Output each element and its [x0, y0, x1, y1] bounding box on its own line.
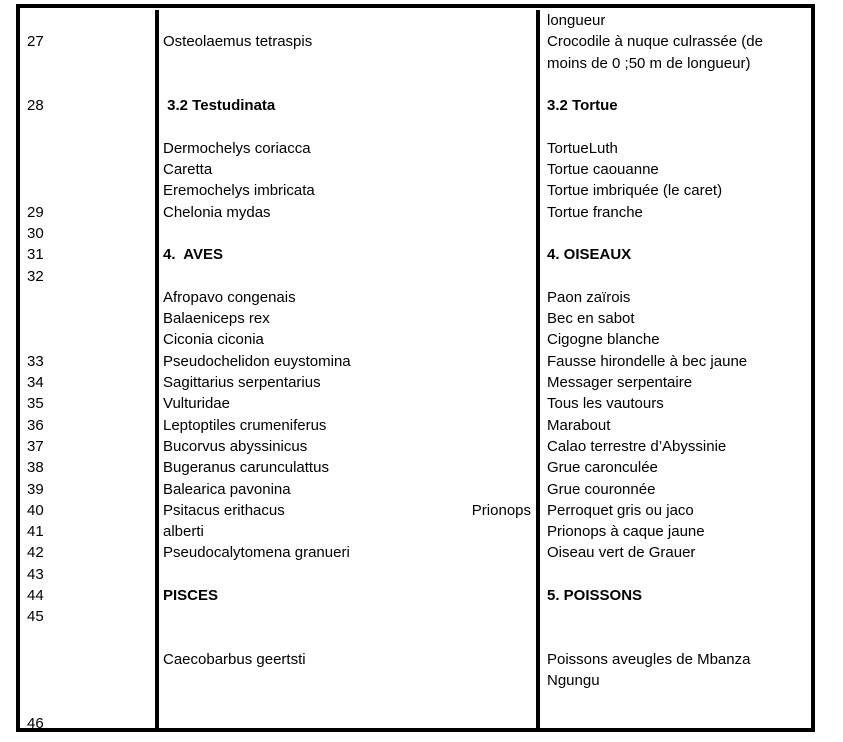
row-number-cell — [20, 329, 159, 350]
table-row — [20, 53, 811, 74]
scientific-name-cell: Bucorvus abyssinicus — [159, 436, 540, 457]
scientific-name-cell — [159, 628, 540, 649]
common-name-cell: Tortue imbriquée (le caret) — [547, 182, 723, 200]
table-row — [20, 10, 811, 31]
row-number-cell: 38 — [20, 457, 159, 478]
table-row — [20, 74, 811, 95]
scientific-name-cell — [159, 713, 540, 732]
section-heading-cell: 4. OISEAUX — [547, 246, 632, 264]
row-number-cell: 37 — [20, 436, 159, 457]
table-row — [20, 585, 811, 606]
table-row — [20, 287, 811, 308]
table-row — [20, 329, 811, 350]
scientific-name-cell: Leptoptiles crumeniferus — [159, 415, 540, 436]
species-table — [16, 4, 815, 732]
scientific-name: Psitacus erithacus — [163, 501, 285, 519]
row-number-cell — [20, 138, 159, 159]
scientific-name-cell: Bugeranus carunculattus — [159, 457, 540, 478]
common-name-cell — [540, 606, 811, 627]
row-number-cell — [20, 692, 159, 713]
table-row — [20, 457, 811, 478]
common-name-cell: Ngungu — [547, 672, 600, 690]
section-heading-cell: 4. AVES — [159, 244, 540, 265]
scientific-name-overflow: Prionops — [471, 501, 531, 519]
row-number-cell — [20, 53, 159, 74]
scientific-name-cell: Chelonia mydas — [159, 202, 540, 223]
scientific-name-cell: Caretta — [159, 159, 540, 180]
row-number-cell — [20, 180, 159, 201]
common-name-cell: longueur — [547, 12, 606, 29]
table-row — [20, 692, 811, 713]
table-row — [20, 564, 811, 585]
row-number-cell: 34 — [20, 372, 159, 393]
table-row — [20, 223, 811, 244]
table-row — [20, 713, 811, 732]
table-row — [20, 244, 811, 265]
row-number-cell: 27 — [20, 31, 159, 52]
scientific-name-cell: Vulturidae — [159, 393, 540, 414]
scientific-name-cell — [159, 74, 540, 95]
row-number-cell — [20, 10, 159, 31]
table-row — [20, 542, 811, 563]
row-number-cell: 36 — [20, 415, 159, 436]
table-row — [20, 500, 811, 521]
common-name-cell: Tortue caouanne — [547, 161, 659, 179]
table-row — [20, 266, 811, 287]
table-row — [20, 116, 811, 137]
table-row — [20, 479, 811, 500]
row-number-cell — [20, 116, 159, 137]
common-name-cell: Poissons aveugles de Mbanza — [547, 650, 751, 668]
row-number-cell — [20, 649, 159, 670]
scientific-name-cell — [159, 116, 540, 137]
row-number-cell: 46 — [20, 713, 159, 732]
scientific-name-cell — [159, 670, 540, 691]
table-row — [20, 393, 811, 414]
scientific-name-cell: Osteolaemus tetraspis — [159, 31, 540, 52]
scientific-name-cell: Pseudocalytomena granueri — [159, 542, 540, 563]
common-name-cell: moins de 0 ;50 m de longueur) — [547, 54, 751, 72]
common-name-cell: Grue caronculée — [547, 459, 658, 477]
scientific-name-cell — [159, 53, 540, 74]
common-name-cell: Tortue franche — [547, 203, 643, 221]
table-row — [20, 670, 811, 691]
row-number-cell — [20, 74, 159, 95]
scientific-name-cell: Ciconia ciconia — [159, 329, 540, 350]
common-name-cell: Marabout — [547, 416, 611, 434]
row-number-cell: 41 — [20, 521, 159, 542]
common-name-cell: Calao terrestre d’Abyssinie — [547, 437, 727, 455]
table-row — [20, 372, 811, 393]
table-row — [20, 308, 811, 329]
common-name-cell: Crocodile à nuque culrassée (de — [547, 33, 763, 51]
scientific-name-cell: Balaeniceps rex — [159, 308, 540, 329]
scientific-name-cell: Caecobarbus geertsti — [159, 649, 540, 670]
common-name-cell — [540, 74, 811, 95]
common-name-cell: Messager serpentaire — [547, 374, 693, 392]
row-number-cell: 40 — [20, 500, 159, 521]
row-number-cell: 43 — [20, 564, 159, 585]
scientific-name-cell: Sagittarius serpentarius — [159, 372, 540, 393]
scientific-name-cell: Eremochelys imbricata — [159, 180, 540, 201]
section-heading-cell: 3.2 Tortue — [547, 97, 618, 115]
row-number-cell: 33 — [20, 351, 159, 372]
common-name-cell — [540, 628, 811, 649]
section-heading-cell: 5. POISSONS — [547, 587, 643, 605]
scientific-name-cell — [159, 692, 540, 713]
table-row — [20, 138, 811, 159]
row-number-cell: 35 — [20, 393, 159, 414]
common-name-cell: Bec en sabot — [547, 310, 635, 328]
row-number-cell: 30 — [20, 223, 159, 244]
scientific-name-cell — [159, 10, 540, 31]
table-row — [20, 351, 811, 372]
common-name-cell: Perroquet gris ou jaco — [547, 501, 694, 519]
table-row — [20, 521, 811, 542]
common-name-cell: Prionops à caque jaune — [547, 523, 705, 541]
scientific-name-cell — [159, 266, 540, 287]
row-number-cell — [20, 628, 159, 649]
row-number-cell: 31 — [20, 244, 159, 265]
common-name-cell: Grue couronnée — [547, 480, 656, 498]
row-number-cell — [20, 159, 159, 180]
table-row — [20, 31, 811, 52]
common-name-cell — [540, 223, 811, 244]
common-name-cell — [540, 116, 811, 137]
scientific-name-cell — [159, 606, 540, 627]
common-name-cell: Paon zaïrois — [547, 288, 631, 306]
row-number-cell — [20, 287, 159, 308]
common-name-cell — [540, 692, 811, 713]
scientific-name-cell: alberti — [159, 521, 540, 542]
scientific-name-cell: Balearica pavonina — [159, 479, 540, 500]
table-row — [20, 180, 811, 201]
common-name-cell — [540, 564, 811, 585]
row-number-cell: 32 — [20, 266, 159, 287]
scientific-name-cell: Dermochelys coriacca — [159, 138, 540, 159]
row-number-cell — [20, 308, 159, 329]
common-name-cell — [540, 713, 811, 732]
common-name-cell: TortueLuth — [547, 139, 618, 157]
scientific-name-cell — [159, 564, 540, 585]
table-row — [20, 159, 811, 180]
row-number-cell — [20, 670, 159, 691]
scientific-name-cell: Pseudochelidon euystomina — [159, 351, 540, 372]
scientific-name-cell — [159, 500, 540, 521]
table-row — [20, 202, 811, 223]
table-row — [20, 95, 811, 116]
table-row — [20, 415, 811, 436]
table-row — [20, 606, 811, 627]
row-number-cell: 28 — [20, 95, 159, 116]
section-heading-cell: 3.2 Testudinata — [159, 95, 540, 116]
common-name-cell — [540, 266, 811, 287]
row-number-cell: 29 — [20, 202, 159, 223]
row-number-cell: 45 — [20, 606, 159, 627]
row-number-cell: 39 — [20, 479, 159, 500]
scientific-name-cell — [159, 223, 540, 244]
row-number-cell: 42 — [20, 542, 159, 563]
section-heading-cell: PISCES — [159, 585, 540, 606]
common-name-cell: Tous les vautours — [547, 395, 664, 413]
table-row — [20, 628, 811, 649]
table-row — [20, 649, 811, 670]
common-name-cell: Fausse hirondelle à bec jaune — [547, 352, 748, 370]
common-name-cell: Cigogne blanche — [547, 331, 660, 349]
table-row — [20, 436, 811, 457]
scientific-name-cell: Afropavo congenais — [159, 287, 540, 308]
row-number-cell: 44 — [20, 585, 159, 606]
common-name-cell: Oiseau vert de Grauer — [547, 544, 696, 562]
